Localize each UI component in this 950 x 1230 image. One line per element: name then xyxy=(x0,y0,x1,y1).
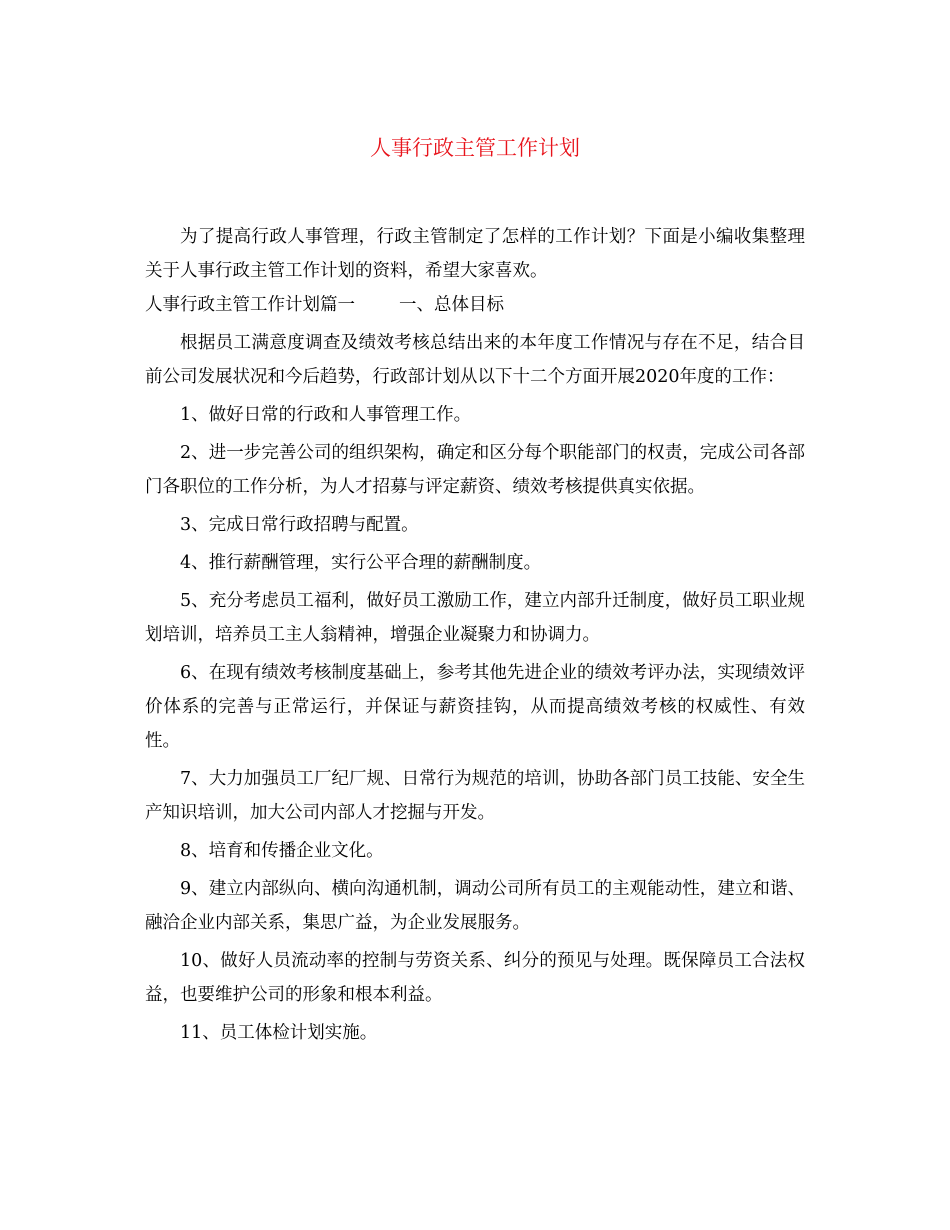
section-heading: 一、总体目标 xyxy=(399,295,504,315)
section-label: 人事行政主管工作计划篇一 xyxy=(145,295,355,315)
list-item-5: 5、充分考虑员工福利，做好员工激励工作，建立内部升迁制度，做好员工职业规划培训，培养员工主人翁精神，增强企业凝聚力和协调力。 xyxy=(145,591,805,645)
overview-paragraph: 根据员工满意度调查及绩效考核总结出来的本年度工作情况与存在不足，结合目前公司发展状况和今后趋势，行政部计划从以下十二个方面开展2020年度的工作： xyxy=(145,333,805,387)
list-item-10: 10、做好人员流动率的控制与劳资关系、纠分的预见与处理。既保障员工合法权益，也要维护公司的形象和根本利益。 xyxy=(145,951,805,1005)
list-item-6: 6、在现有绩效考核制度基础上，参考其他先进企业的绩效考评办法，实现绩效评价体系的完善与正常运行，并保证与薪资挂钩，从而提高绩效考核的权威性、有效性。 xyxy=(145,663,805,751)
list-item-8: 8、培育和传播企业文化。 xyxy=(180,841,384,861)
list-item-7: 7、大力加强员工厂纪厂规、日常行为规范的培训，协助各部门员工技能、安全生产知识培训，加大公司内部人才挖掘与开发。 xyxy=(145,769,805,823)
list-item-3: 3、完成日常行政招聘与配置。 xyxy=(180,515,419,535)
document-body xyxy=(145,220,805,1050)
intro-paragraph: 为了提高行政人事管理，行政主管制定了怎样的工作计划？下面是小编收集整理关于人事行政主管工作计划的资料，希望大家喜欢。 xyxy=(145,227,805,281)
section-heading-line xyxy=(145,288,805,322)
document-title: 人事行政主管工作计划 xyxy=(370,136,580,160)
list-item-4: 4、推行薪酬管理，实行公平合理的薪酬制度。 xyxy=(180,553,542,573)
list-item-2: 2、进一步完善公司的组织架构，确定和区分每个职能部门的权责，完成公司各部门各职位的工作分析，为人才招募与评定薪资、绩效考核提供真实依据。 xyxy=(145,443,805,497)
list-item-9: 9、建立内部纵向、横向沟通机制，调动公司所有员工的主观能动性，建立和谐、融洽企业内部关系，集思广益，为企业发展服务。 xyxy=(145,879,805,933)
list-item-1: 1、做好日常的行政和人事管理工作。 xyxy=(180,405,472,425)
list-item-11: 11、员工体检计划实施。 xyxy=(180,1023,378,1043)
